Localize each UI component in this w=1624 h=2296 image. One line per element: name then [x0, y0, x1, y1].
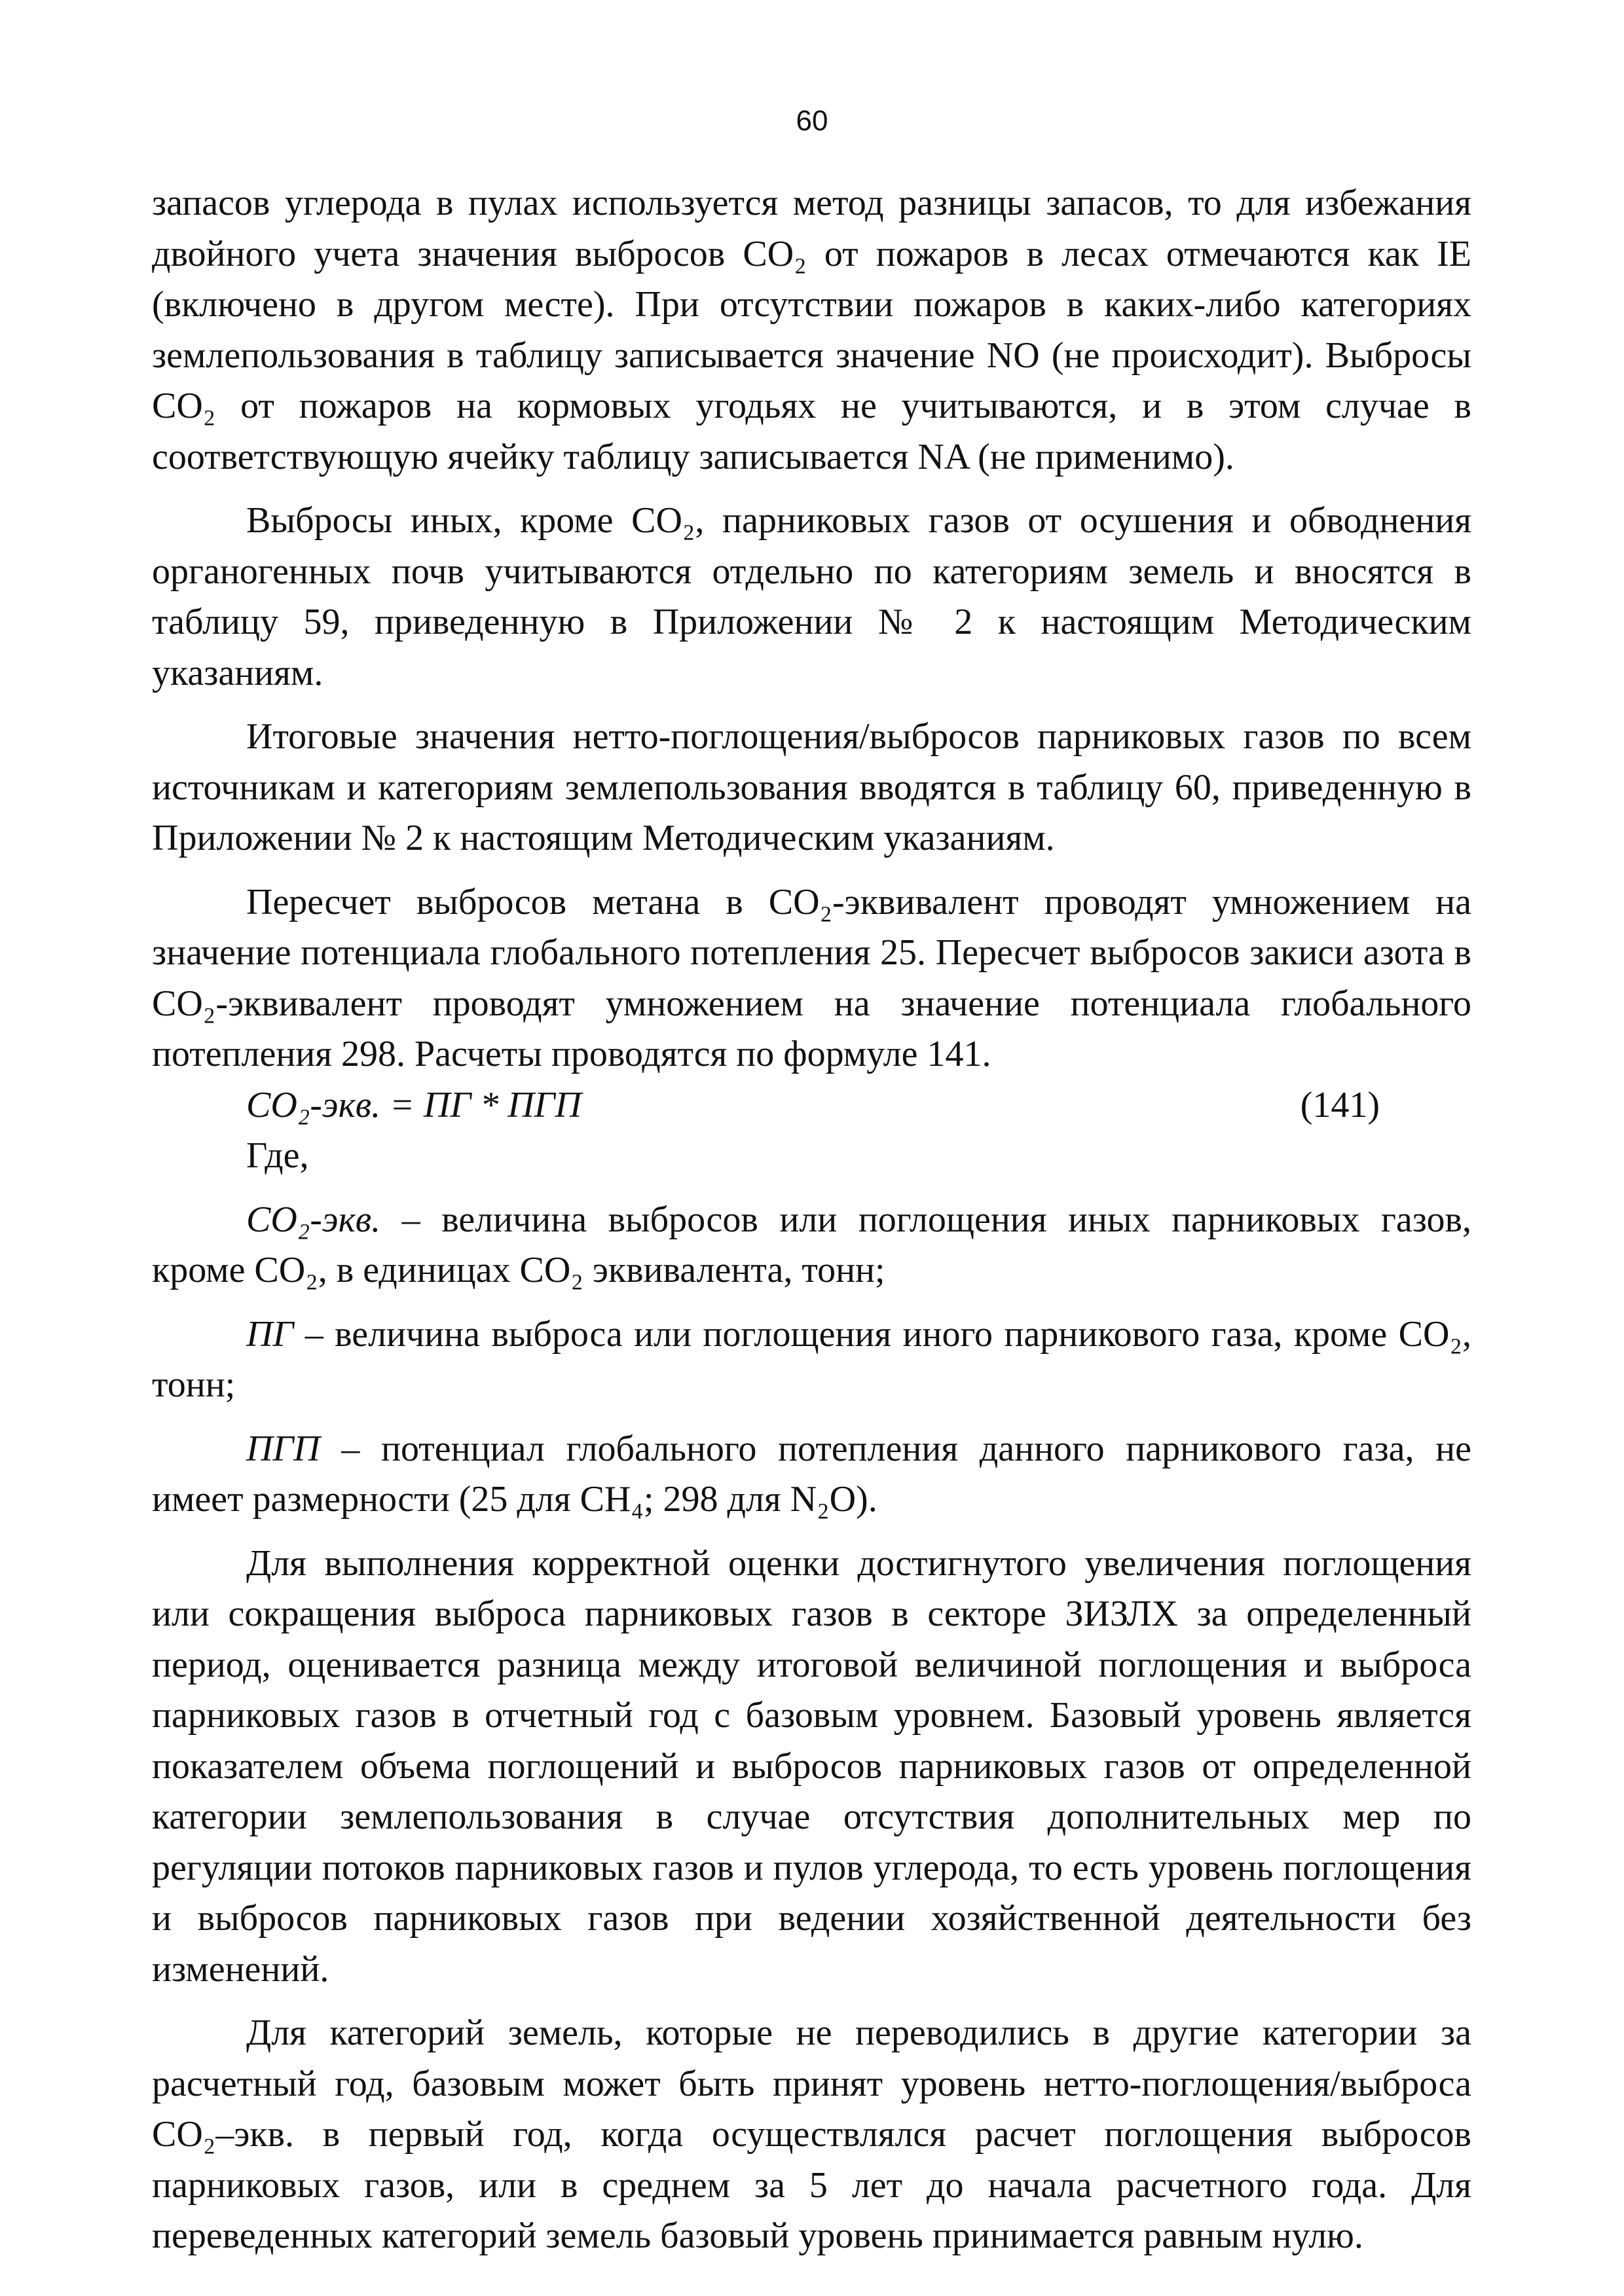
- definition-text: – величина выброса или поглощения иного парникового газа, кроме CO₂, тонн;: [152, 1313, 1471, 1405]
- formula-where-label: Где,: [246, 1135, 309, 1176]
- definition-pgp: [152, 1424, 1471, 1525]
- definition-term: ПГП: [246, 1428, 320, 1469]
- definition-term: CO₂-экв.: [246, 1199, 381, 1240]
- definition-pg: [152, 1309, 1471, 1411]
- definition-text: – потенциал глобального потепления данного парникового газа, не имеет размерности (25 для CH₄; 298 для N₂O).: [152, 1428, 1471, 1520]
- paragraph-recalculation: Пересчет выбросов метана в CO₂-эквивалент проводят умножением на значение потенциала глобального потепления 25. Пересчет выбросов закиси азота в CO₂-эквивалент проводят умножением на значение потенциала глобального потепления 298. Расчеты проводятся по формуле 141.: [152, 881, 1471, 1074]
- page-number: 60: [796, 105, 828, 137]
- paragraph-baseline-categories: Для категорий земель, которые не переводились в другие категории за расчетный год, базовым может быть принят уровень нетто-поглощения/выброса CO₂–экв. в первый год, когда осуществлялся расчет поглощения выбросов парниковых газов, или в среднем за 5 лет до начала расчетного года. Для переведенных категорий земель базовый уровень принимается равным нулю.: [152, 2013, 1471, 2256]
- paragraph-net-values: Итоговые значения нетто-поглощения/выбросов парниковых газов по всем источникам и категориям землепользования вводятся в таблицу 60, приведенную в Приложении № 2 к настоящим Методическим указаниям.: [152, 716, 1471, 858]
- definition-co2-eq: [152, 1195, 1471, 1296]
- document-body: [152, 178, 1471, 2262]
- formula-expression: CO₂-экв. = ПГ * ПГП: [246, 1084, 581, 1125]
- formula-141: [152, 1080, 1471, 1131]
- paragraph-other-gases: Выбросы иных, кроме CO₂, парниковых газов от осушения и обводнения органогенных почв учитываются отдельно по категориям земель и вносятся в таблицу 59, приведенную в Приложении № 2 к настоящим Методическим указаниям.: [152, 500, 1471, 693]
- definition-text: – величина выбросов или поглощения иных парниковых газов, кроме CO₂, в единицах CO₂ эквивалента, тонн;: [152, 1199, 1471, 1290]
- paragraph-baseline-assessment: Для выполнения корректной оценки достигнутого увеличения поглощения или сокращения выброса парниковых газов в секторе ЗИЗЛХ за определенный период, оценивается разница между итоговой величиной поглощения и выброса парниковых газов в отчетный год с базовым уровнем. Базовый уровень является показателем объема поглощений и выбросов парниковых газов от определенной категории землепользования в случае отсутствия дополнительных мер по регуляции потоков парниковых газов и пулов углерода, то есть уровень поглощения и выбросов парниковых газов при ведении хозяйственной деятельности без изменений.: [152, 1542, 1471, 1990]
- definition-term: ПГ: [246, 1313, 294, 1355]
- paragraph-carbon-pools: запасов углерода в пулах используется метод разницы запасов, то для избежания двойного учета значения выбросов CO₂ от пожаров в лесах отмечаются как IE (включено в другом месте). При отсутствии пожаров в каких-либо категориях землепользования в таблицу записывается значение NO (не происходит). Выбросы CO₂ от пожаров на кормовых угодьях не учитываются, и в этом случае в соответствующую ячейку таблицу записывается NA (не применимо).: [152, 183, 1471, 477]
- formula-number: (141): [1300, 1084, 1380, 1125]
